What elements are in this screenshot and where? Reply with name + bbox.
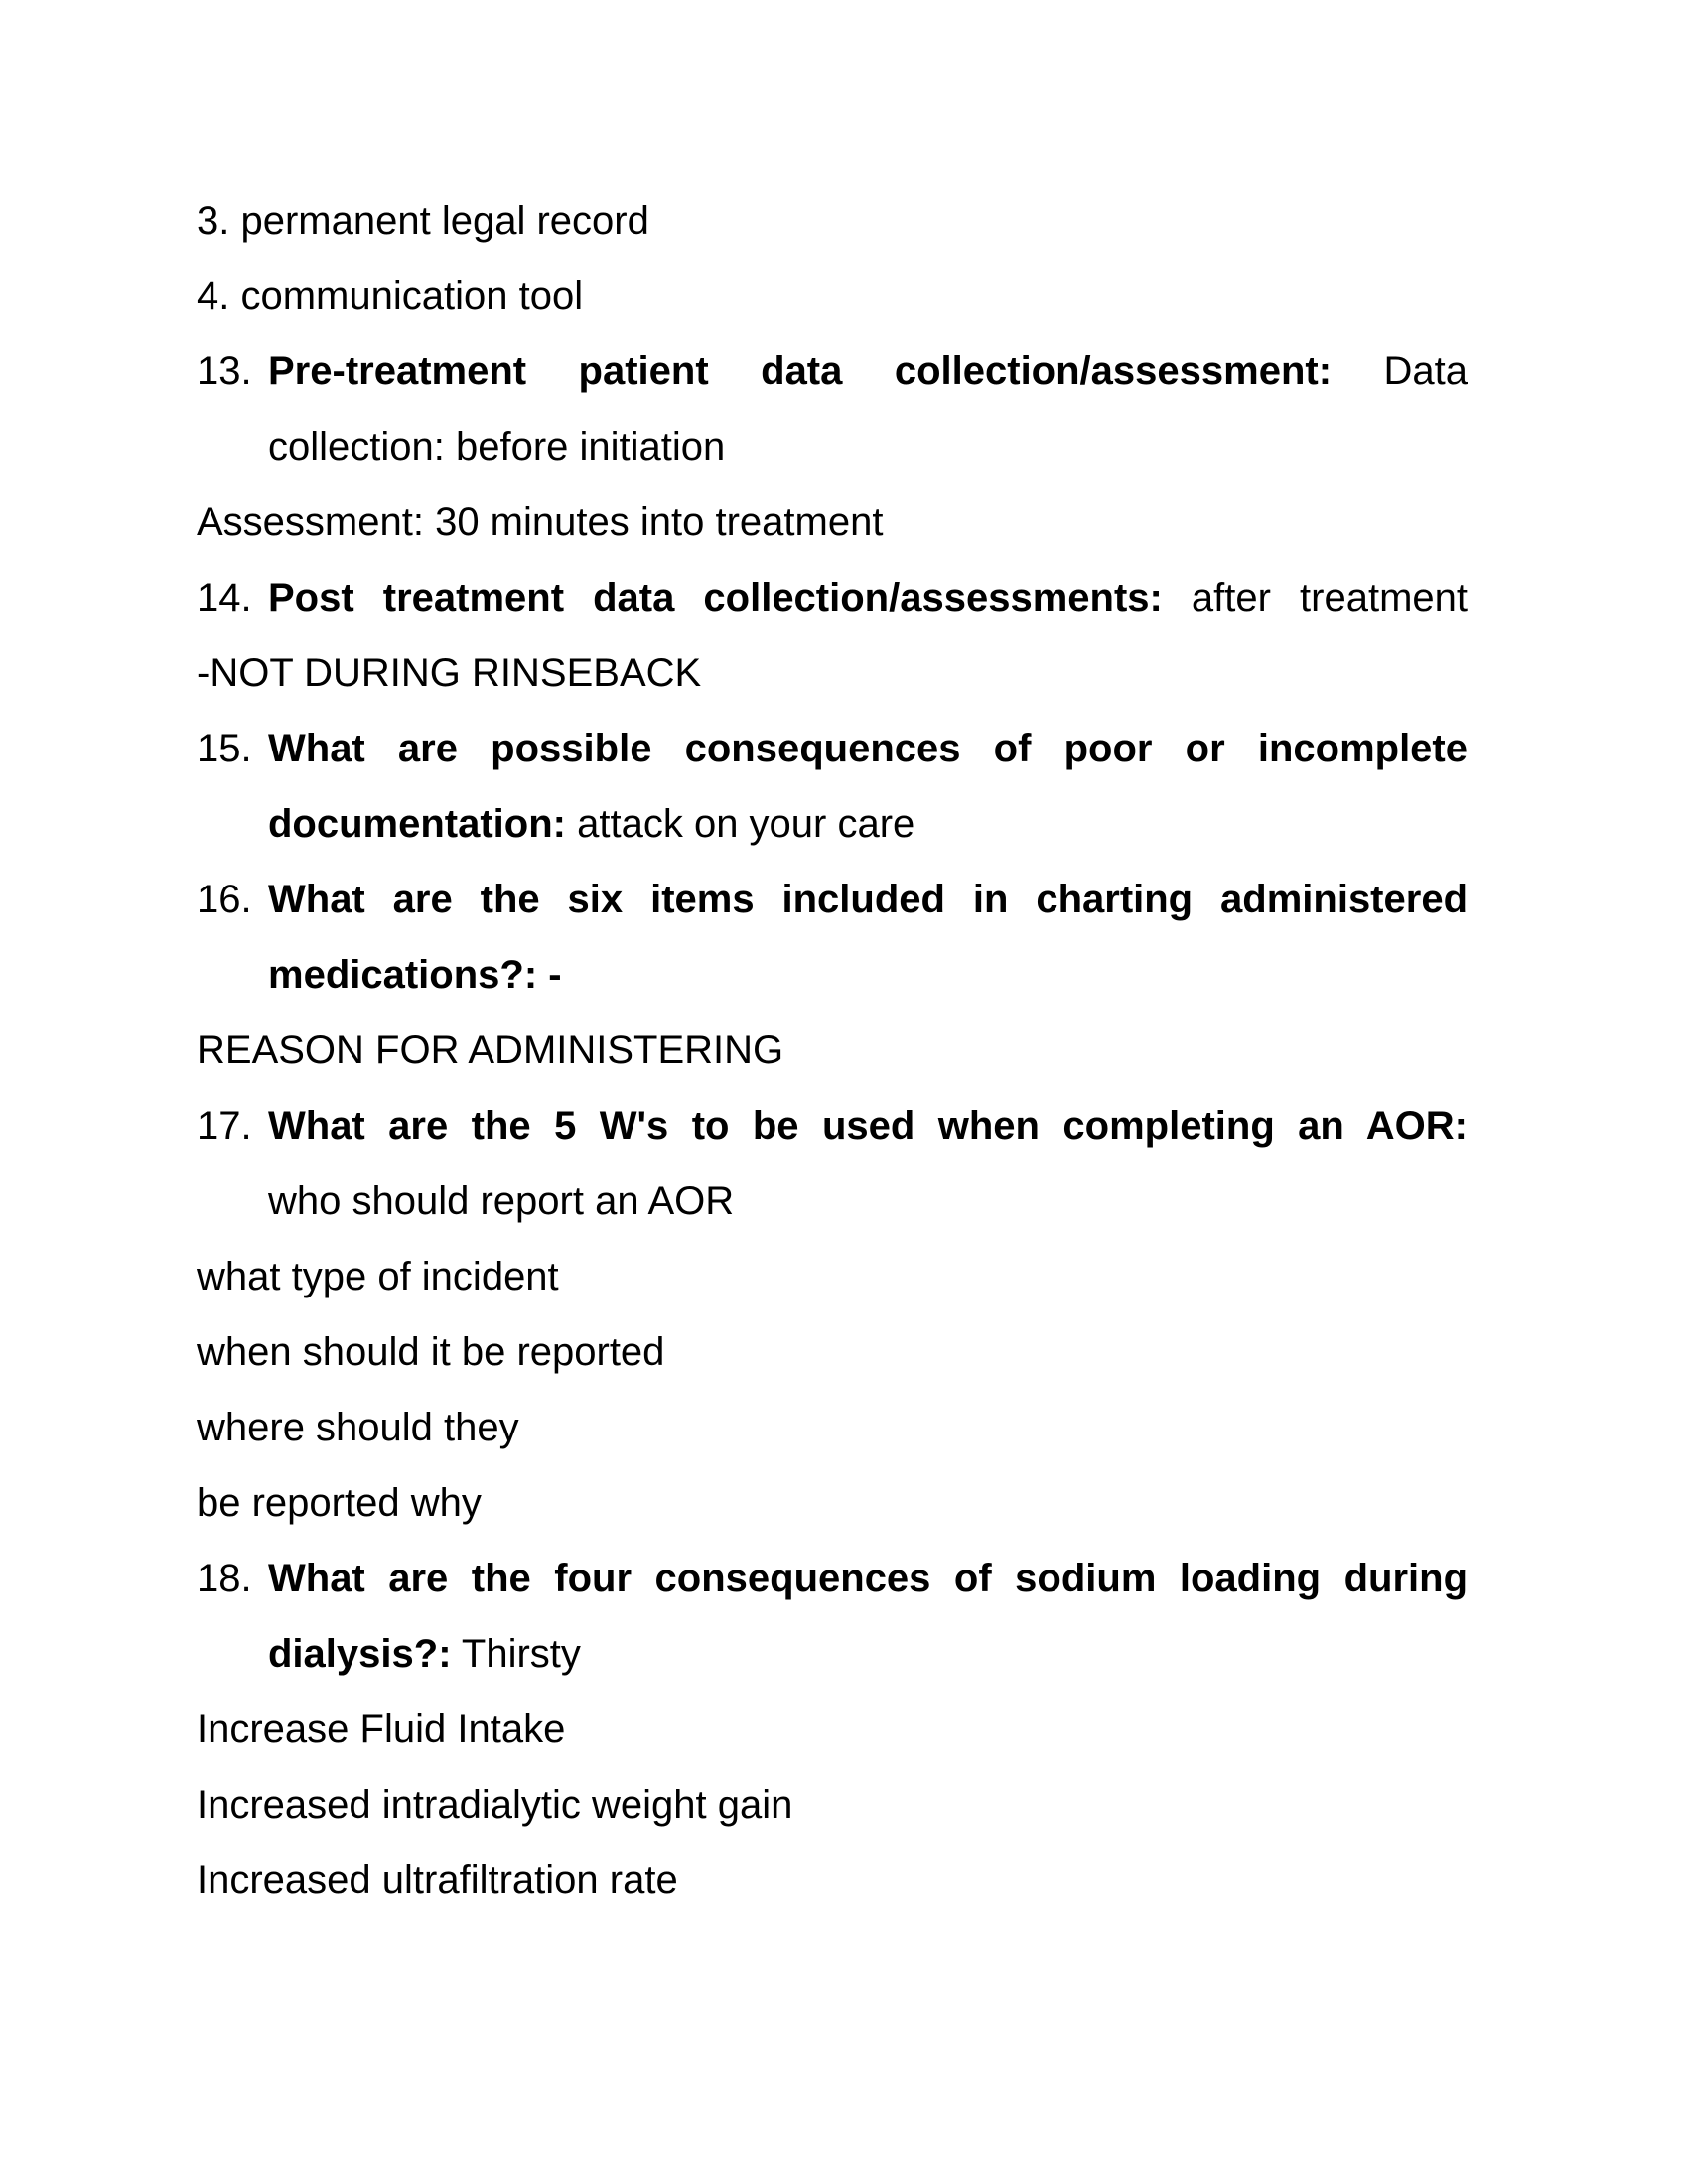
question-18-number: 18.: [197, 1557, 252, 1600]
question-16-text-line1: What are the six items included in charting administered: [268, 878, 1468, 921]
question-18-line2: [268, 1630, 581, 1678]
question-18-answer: Thirsty: [461, 1632, 581, 1676]
question-13-continuation: Assessment: 30 minutes into treatment: [197, 500, 884, 544]
question-14-answer: after treatment: [1191, 576, 1468, 619]
question-17-continuation-1: what type of incident: [197, 1255, 559, 1298]
question-18-text-line2: dialysis?:: [268, 1632, 452, 1676]
question-16-continuation: REASON FOR ADMINISTERING: [197, 1028, 784, 1072]
question-15-text-line2: documentation:: [268, 802, 566, 846]
question-16: [268, 876, 1468, 923]
question-17-continuation-4: be reported why: [197, 1481, 482, 1525]
question-18-continuation-2: Increased intradialytic weight gain: [197, 1783, 793, 1827]
question-17-answer-line2: who should report an AOR: [268, 1179, 735, 1223]
question-18-continuation-3: Increased ultrafiltration rate: [197, 1858, 678, 1902]
question-13-text: Pre-treatment patient data collection/assessment:: [268, 349, 1333, 393]
question-15-number: 15.: [197, 727, 252, 770]
question-15-answer: attack on your care: [577, 802, 915, 846]
item-number: 3.: [197, 200, 230, 243]
question-16-number: 16.: [197, 878, 252, 921]
question-16-text-line2: medications?: -: [268, 953, 562, 997]
question-15: [268, 725, 1468, 772]
item-number: 4.: [197, 274, 230, 318]
question-17-continuation-2: when should it be reported: [197, 1330, 665, 1374]
question-14: [268, 574, 1468, 621]
question-17-text: What are the 5 W's to be used when completing an AOR:: [268, 1104, 1468, 1148]
question-17-number: 17.: [197, 1104, 252, 1148]
question-14-number: 14.: [197, 576, 252, 619]
question-17: [268, 1102, 1468, 1150]
question-15-line2: [268, 800, 914, 848]
question-18-text-line1: What are the four consequences of sodium loading during: [268, 1557, 1468, 1600]
question-14-continuation: -NOT DURING RINSEBACK: [197, 651, 702, 695]
list-item-4: [197, 272, 583, 320]
question-13-number: 13.: [197, 349, 252, 393]
item-text: permanent legal record: [240, 200, 649, 243]
question-18-continuation-1: Increase Fluid Intake: [197, 1707, 566, 1751]
question-17-continuation-3: where should they: [197, 1406, 519, 1449]
question-13-answer: Data: [1383, 349, 1468, 393]
question-16-line2: [268, 951, 562, 999]
list-item-3: [197, 198, 649, 245]
question-14-text: Post treatment data collection/assessments:: [268, 576, 1163, 619]
item-text: communication tool: [240, 274, 584, 318]
question-13-answer-line2: collection: before initiation: [268, 425, 726, 469]
question-15-text-line1: What are possible consequences of poor or incomplete: [268, 727, 1468, 770]
question-13: [268, 347, 1468, 395]
question-18: [268, 1555, 1468, 1602]
